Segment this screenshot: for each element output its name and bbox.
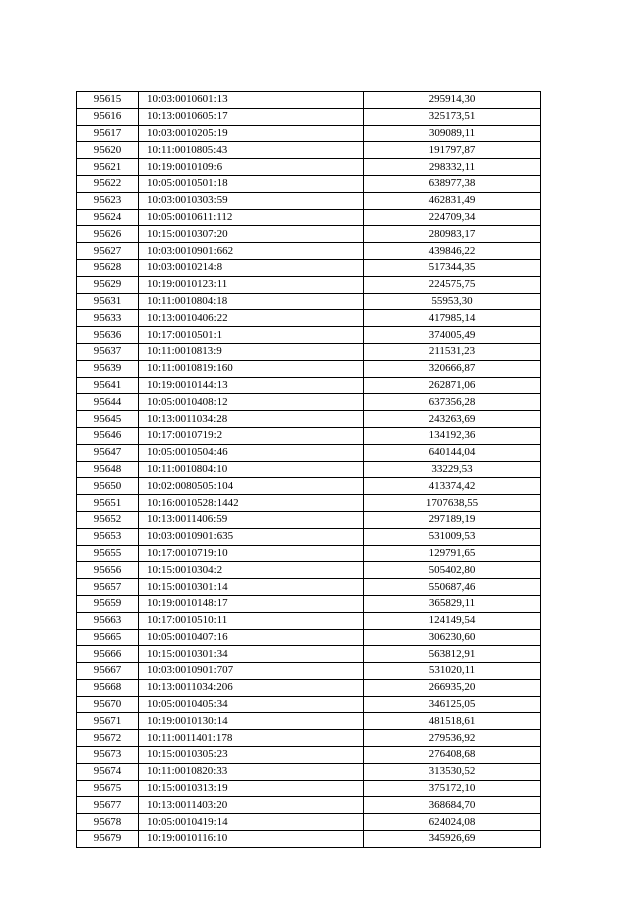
cadastral-number: 10:05:0010405:34 xyxy=(139,696,364,713)
row-id: 95617 xyxy=(77,125,139,142)
row-id: 95627 xyxy=(77,243,139,260)
cadastral-number: 10:17:0010501:1 xyxy=(139,327,364,344)
row-id: 95666 xyxy=(77,646,139,663)
cadastral-value: 638977,38 xyxy=(364,175,541,192)
cadastral-number: 10:05:0010419:14 xyxy=(139,814,364,831)
table-row xyxy=(77,125,541,142)
cadastral-value: 280983,17 xyxy=(364,226,541,243)
cadastral-value: 262871,06 xyxy=(364,377,541,394)
table-row xyxy=(77,92,541,109)
cadastral-value: 375172,10 xyxy=(364,780,541,797)
table-row xyxy=(77,545,541,562)
cadastral-number: 10:03:0010901:707 xyxy=(139,663,364,680)
cadastral-number: 10:13:0010406:22 xyxy=(139,310,364,327)
cadastral-value: 325173,51 xyxy=(364,108,541,125)
cadastral-value: 550687,46 xyxy=(364,579,541,596)
table-row xyxy=(77,377,541,394)
cadastral-value: 33229,53 xyxy=(364,461,541,478)
table-row xyxy=(77,394,541,411)
cadastral-number: 10:02:0080505:104 xyxy=(139,478,364,495)
cadastral-value: 640144,04 xyxy=(364,444,541,461)
cadastral-value: 368684,70 xyxy=(364,797,541,814)
cadastral-number: 10:11:0010805:43 xyxy=(139,142,364,159)
cadastral-number: 10:17:0010719:2 xyxy=(139,427,364,444)
table-row xyxy=(77,646,541,663)
table-row xyxy=(77,209,541,226)
row-id: 95636 xyxy=(77,327,139,344)
cadastral-number: 10:05:0010501:18 xyxy=(139,175,364,192)
cadastral-number: 10:03:0010901:662 xyxy=(139,243,364,260)
cadastral-value: 439846,22 xyxy=(364,243,541,260)
cadastral-value: 297189,19 xyxy=(364,511,541,528)
table-row xyxy=(77,528,541,545)
row-id: 95615 xyxy=(77,92,139,109)
cadastral-value: 134192,36 xyxy=(364,427,541,444)
cadastral-number: 10:05:0010407:16 xyxy=(139,629,364,646)
row-id: 95674 xyxy=(77,763,139,780)
row-id: 95650 xyxy=(77,478,139,495)
row-id: 95624 xyxy=(77,209,139,226)
table-row xyxy=(77,243,541,260)
row-id: 95672 xyxy=(77,730,139,747)
cadastral-value: 531009,53 xyxy=(364,528,541,545)
table-row xyxy=(77,612,541,629)
table-row xyxy=(77,478,541,495)
cadastral-value: 211531,23 xyxy=(364,343,541,360)
row-id: 95675 xyxy=(77,780,139,797)
table-row xyxy=(77,679,541,696)
table-row xyxy=(77,226,541,243)
row-id: 95631 xyxy=(77,293,139,310)
cadastral-value: 295914,30 xyxy=(364,92,541,109)
cadastral-number: 10:19:0010148:17 xyxy=(139,595,364,612)
row-id: 95678 xyxy=(77,814,139,831)
row-id: 95655 xyxy=(77,545,139,562)
row-id: 95670 xyxy=(77,696,139,713)
cadastral-number: 10:05:0010504:46 xyxy=(139,444,364,461)
table-row xyxy=(77,444,541,461)
cadastral-value: 266935,20 xyxy=(364,679,541,696)
row-id: 95623 xyxy=(77,192,139,209)
cadastral-value: 243263,69 xyxy=(364,411,541,428)
cadastral-value: 129791,65 xyxy=(364,545,541,562)
cadastral-number: 10:17:0010510:11 xyxy=(139,612,364,629)
cadastral-number: 10:13:0011403:20 xyxy=(139,797,364,814)
row-id: 95679 xyxy=(77,831,139,848)
cadastral-number: 10:13:0010605:17 xyxy=(139,108,364,125)
cadastral-number: 10:15:0010305:23 xyxy=(139,747,364,764)
row-id: 95657 xyxy=(77,579,139,596)
table-row xyxy=(77,730,541,747)
table-row xyxy=(77,327,541,344)
cadastral-value: 346125,05 xyxy=(364,696,541,713)
row-id: 95629 xyxy=(77,276,139,293)
row-id: 95673 xyxy=(77,747,139,764)
table-row xyxy=(77,780,541,797)
table-row xyxy=(77,108,541,125)
table-row xyxy=(77,461,541,478)
row-id: 95622 xyxy=(77,175,139,192)
row-id: 95644 xyxy=(77,394,139,411)
row-id: 95646 xyxy=(77,427,139,444)
cadastral-value: 224575,75 xyxy=(364,276,541,293)
table-row xyxy=(77,159,541,176)
cadastral-number: 10:13:0011034:206 xyxy=(139,679,364,696)
cadastral-value: 55953,30 xyxy=(364,293,541,310)
row-id: 95639 xyxy=(77,360,139,377)
row-id: 95628 xyxy=(77,259,139,276)
cadastral-number: 10:16:0010528:1442 xyxy=(139,495,364,512)
table-row xyxy=(77,259,541,276)
row-id: 95641 xyxy=(77,377,139,394)
cadastral-number: 10:19:0010123:11 xyxy=(139,276,364,293)
cadastral-value: 306230,60 xyxy=(364,629,541,646)
cadastral-value: 309089,11 xyxy=(364,125,541,142)
row-id: 95621 xyxy=(77,159,139,176)
cadastral-number: 10:11:0010804:18 xyxy=(139,293,364,310)
cadastral-value: 224709,34 xyxy=(364,209,541,226)
row-id: 95616 xyxy=(77,108,139,125)
table-row xyxy=(77,360,541,377)
cadastral-value: 298332,11 xyxy=(364,159,541,176)
table-row xyxy=(77,814,541,831)
cadastral-value: 624024,08 xyxy=(364,814,541,831)
cadastral-number: 10:15:0010301:14 xyxy=(139,579,364,596)
table-row xyxy=(77,511,541,528)
cadastral-number: 10:11:0010813:9 xyxy=(139,343,364,360)
cadastral-value: 276408,68 xyxy=(364,747,541,764)
table-row xyxy=(77,562,541,579)
cadastral-number: 10:13:0011034:28 xyxy=(139,411,364,428)
cadastral-value: 365829,11 xyxy=(364,595,541,612)
row-id: 95663 xyxy=(77,612,139,629)
row-id: 95671 xyxy=(77,713,139,730)
cadastral-number: 10:03:0010205:19 xyxy=(139,125,364,142)
table-row xyxy=(77,411,541,428)
table-row xyxy=(77,747,541,764)
cadastral-value: 124149,54 xyxy=(364,612,541,629)
cadastral-value: 320666,87 xyxy=(364,360,541,377)
cadastral-value: 413374,42 xyxy=(364,478,541,495)
cadastral-number: 10:19:0010109:6 xyxy=(139,159,364,176)
cadastral-number: 10:05:0010611:112 xyxy=(139,209,364,226)
cadastral-number: 10:11:0010804:10 xyxy=(139,461,364,478)
table-row xyxy=(77,276,541,293)
row-id: 95620 xyxy=(77,142,139,159)
row-id: 95626 xyxy=(77,226,139,243)
cadastral-number: 10:19:0010144:13 xyxy=(139,377,364,394)
table-row xyxy=(77,142,541,159)
row-id: 95656 xyxy=(77,562,139,579)
cadastral-number: 10:13:0011406:59 xyxy=(139,511,364,528)
row-id: 95677 xyxy=(77,797,139,814)
cadastral-value: 462831,49 xyxy=(364,192,541,209)
cadastral-value: 374005,49 xyxy=(364,327,541,344)
cadastral-value: 481518,61 xyxy=(364,713,541,730)
cadastral-number: 10:15:0010307:20 xyxy=(139,226,364,243)
cadastral-value: 417985,14 xyxy=(364,310,541,327)
cadastral-number: 10:11:0010820:33 xyxy=(139,763,364,780)
cadastral-number: 10:15:0010304:2 xyxy=(139,562,364,579)
table-row xyxy=(77,713,541,730)
cadastral-number: 10:17:0010719:10 xyxy=(139,545,364,562)
row-id: 95652 xyxy=(77,511,139,528)
row-id: 95668 xyxy=(77,679,139,696)
row-id: 95659 xyxy=(77,595,139,612)
row-id: 95633 xyxy=(77,310,139,327)
table-row xyxy=(77,293,541,310)
cadastral-value: 637356,28 xyxy=(364,394,541,411)
row-id: 95637 xyxy=(77,343,139,360)
row-id: 95647 xyxy=(77,444,139,461)
row-id: 95665 xyxy=(77,629,139,646)
row-id: 95667 xyxy=(77,663,139,680)
table-row xyxy=(77,763,541,780)
cadastral-number: 10:03:0010901:635 xyxy=(139,528,364,545)
cadastral-value: 313530,52 xyxy=(364,763,541,780)
cadastral-value: 1707638,55 xyxy=(364,495,541,512)
cadastral-value: 191797,87 xyxy=(364,142,541,159)
table-row xyxy=(77,343,541,360)
cadastral-number: 10:03:0010214:8 xyxy=(139,259,364,276)
cadastral-value: 563812,91 xyxy=(364,646,541,663)
cadastral-number: 10:05:0010408:12 xyxy=(139,394,364,411)
table-row xyxy=(77,495,541,512)
cadastral-number: 10:19:0010130:14 xyxy=(139,713,364,730)
table-row xyxy=(77,696,541,713)
cadastral-value: 517344,35 xyxy=(364,259,541,276)
table-row xyxy=(77,831,541,848)
table-row xyxy=(77,192,541,209)
cadastral-number: 10:15:0010301:34 xyxy=(139,646,364,663)
cadastral-number: 10:19:0010116:10 xyxy=(139,831,364,848)
cadastral-value: 279536,92 xyxy=(364,730,541,747)
table-row xyxy=(77,797,541,814)
table-row xyxy=(77,595,541,612)
cadastral-number: 10:11:0010819:160 xyxy=(139,360,364,377)
row-id: 95648 xyxy=(77,461,139,478)
cadastral-value: 505402,80 xyxy=(364,562,541,579)
cadastral-number: 10:15:0010313:19 xyxy=(139,780,364,797)
table-row xyxy=(77,175,541,192)
cadastral-value: 345926,69 xyxy=(364,831,541,848)
table-row xyxy=(77,310,541,327)
cadastral-number: 10:03:0010303:59 xyxy=(139,192,364,209)
row-id: 95651 xyxy=(77,495,139,512)
table-row xyxy=(77,427,541,444)
table-body xyxy=(77,92,541,848)
cadastral-number: 10:03:0010601:13 xyxy=(139,92,364,109)
cadastral-value: 531020,11 xyxy=(364,663,541,680)
row-id: 95653 xyxy=(77,528,139,545)
row-id: 95645 xyxy=(77,411,139,428)
table-row xyxy=(77,663,541,680)
table-row xyxy=(77,579,541,596)
data-table xyxy=(76,91,541,848)
cadastral-number: 10:11:0011401:178 xyxy=(139,730,364,747)
table-row xyxy=(77,629,541,646)
